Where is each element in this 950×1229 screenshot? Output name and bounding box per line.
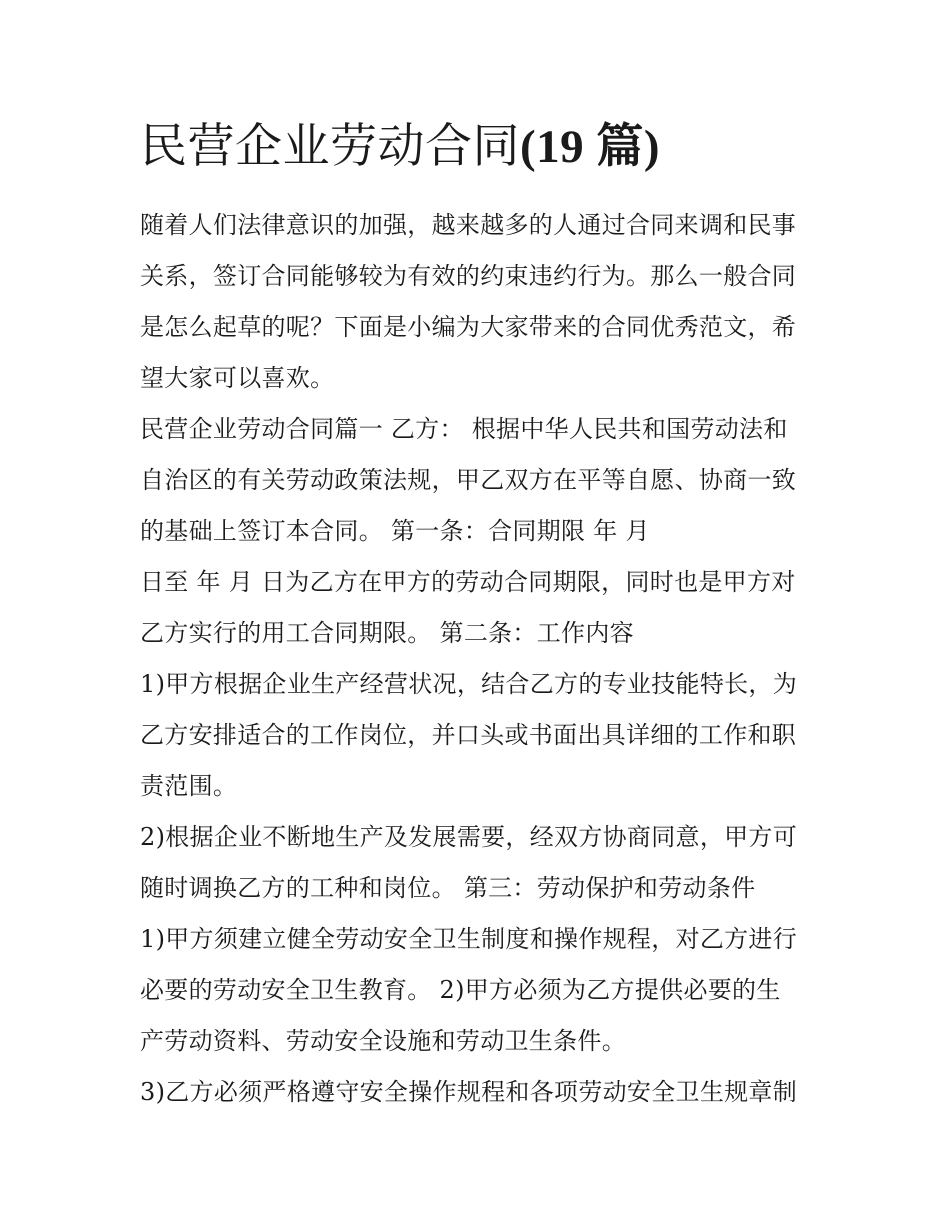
text-line: 3)乙方必须严格遵守安全操作规程和各项劳动安全卫生规章制 [140,1078,798,1106]
text-line: 随着人们法律意识的加强，越来越多的人通过合同来调和民事 [140,211,797,239]
document-title [140,116,820,178]
title-suffix: (19 篇) [520,121,661,173]
document-body [140,200,820,1118]
text-line: 日至 年 月 日为乙方在甲方的劳动合同期限，同时也是甲方对 [140,568,796,596]
text-line: 产劳动资料、劳动安全设施和劳动卫生条件。 [140,1027,626,1055]
text-line: 乙方实行的用工合同期限。 第二条：工作内容 [140,619,634,647]
text-line: 1)甲方须建立健全劳动安全卫生制度和操作规程，对乙方进行 [140,925,798,953]
text-line: 责范围。 [140,772,238,800]
text-line: 的基础上签订本合同。 第一条：合同期限 年 月 [140,517,650,545]
text-line: 民营企业劳动合同篇一 乙方： 根据中华人民共和国劳动法和 [140,415,788,443]
text-line: 1)甲方根据企业生产经营状况，结合乙方的专业技能特长，为 [140,670,798,698]
text-line: 望大家可以喜欢。 [140,364,335,392]
text-line: 自治区的有关劳动政策法规，甲乙双方在平等自愿、协商一致 [140,466,797,494]
title-main: 民营企业劳动合同 [140,119,520,174]
text-line: 随时调换乙方的工种和岗位。 第三：劳动保护和劳动条件 [140,874,756,902]
text-line: 关系，签订合同能够较为有效的约束违约行为。那么一般合同 [140,262,797,290]
text-line: 必要的劳动安全卫生教育。 2)甲方必须为乙方提供必要的生 [140,976,781,1004]
text-line: 2)根据企业不断地生产及发展需要，经双方协商同意，甲方可 [140,823,798,851]
text-line: 乙方安排适合的工作岗位，并口头或书面出具详细的工作和职 [140,721,797,749]
text-line: 是怎么起草的呢？下面是小编为大家带来的合同优秀范文，希 [140,313,797,341]
document-content [140,116,820,1118]
